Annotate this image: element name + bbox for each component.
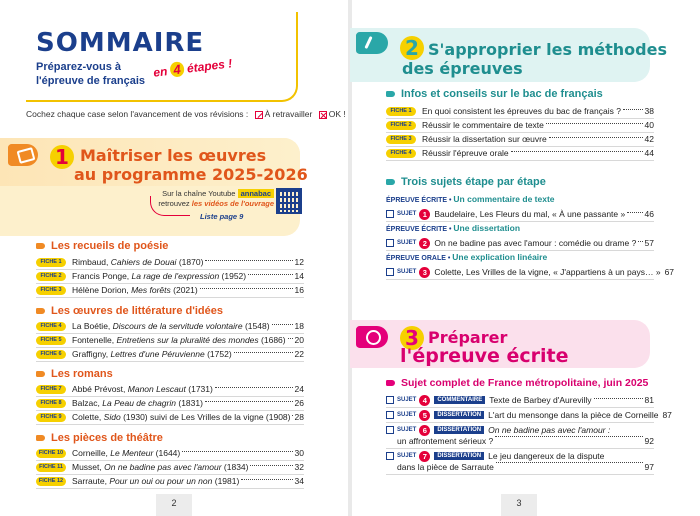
- toc-entry: Musset, On ne badine pas avec l'amour (1834): [72, 462, 249, 472]
- toc-entry: Colette, Sido (1930) suivi de Les Vrilles de la vigne (1908): [72, 412, 291, 422]
- leader-dots: [250, 465, 292, 466]
- fiche-badge: FICHE 7: [36, 385, 66, 394]
- type-tag: DISSERTATION: [434, 411, 484, 419]
- row-divider: [36, 488, 304, 489]
- toc-row[interactable]: [36, 461, 304, 473]
- page-number-right: 3: [501, 494, 537, 516]
- page-ref: 42: [644, 134, 654, 144]
- toc-entry: L'art du mensonge dans la pièce de Corneille: [488, 410, 659, 420]
- page-ref: 26: [294, 398, 304, 408]
- sujet-complet-row[interactable]: [386, 450, 654, 462]
- progress-checkbox[interactable]: [386, 210, 394, 218]
- progress-checkbox[interactable]: [386, 426, 394, 434]
- page-ref: 87: [662, 410, 672, 420]
- toc-entry-line2: un affrontement sérieux ? 92: [397, 436, 654, 446]
- toc-entry: Réussir le commentaire de texte: [422, 120, 544, 130]
- toc-entry: Texte de Barbey d'Aurevilly: [489, 395, 592, 405]
- toc-row[interactable]: [36, 411, 304, 423]
- leader-dots: [496, 462, 643, 463]
- page-ref: 92: [644, 436, 654, 446]
- page-ref: 57: [644, 238, 654, 248]
- page-ref: 14: [294, 271, 304, 281]
- toc-entry-line2: dans la pièce de Sarraute 97: [397, 462, 654, 472]
- type-tag: DISSERTATION: [434, 452, 484, 460]
- toc-row[interactable]: [36, 383, 304, 395]
- section2-title: S'approprier les méthodes des épreuves: [402, 40, 667, 78]
- sujet-row[interactable]: [386, 266, 675, 278]
- leader-dots: [241, 479, 292, 480]
- leader-dots: [248, 274, 292, 275]
- page-title: SOMMAIRE: [36, 28, 205, 58]
- row-divider: [36, 297, 304, 298]
- sujet-complet-row[interactable]: [386, 409, 672, 421]
- leader-dots: [594, 398, 643, 399]
- fiche-badge: FICHE 5: [36, 336, 66, 345]
- infos-row[interactable]: [386, 119, 654, 131]
- page-ref: 22: [294, 349, 304, 359]
- progress-checkbox[interactable]: [386, 239, 394, 247]
- fiche-badge: FICHE 11: [36, 463, 66, 472]
- sujet-label: SUJET: [397, 412, 417, 418]
- toc-row[interactable]: [36, 270, 304, 282]
- row-divider: [36, 361, 304, 362]
- toc-row[interactable]: [36, 320, 304, 332]
- toc-entry: Le jeu dangereux de la dispute: [488, 451, 605, 461]
- sujet-number: 1: [419, 209, 430, 220]
- fiche-badge: FICHE 12: [36, 477, 66, 486]
- etapes-badge: en 4 étapes !: [152, 56, 233, 80]
- epreuve-label: ÉPREUVE ÉCRITE • Un commentaire de texte: [386, 194, 555, 204]
- toc-entry: Rimbaud, Cahiers de Douai (1870): [72, 257, 204, 267]
- stopwatch-icon: [356, 326, 388, 348]
- infos-heading: Infos et conseils sur le bac de français: [386, 88, 603, 100]
- toc-entry: Abbé Prévost, Manon Lescaut (1731): [72, 384, 213, 394]
- fiche-badge: FICHE 2: [36, 272, 66, 281]
- section2-number: 2: [400, 36, 424, 60]
- ok-checkbox-icon: [319, 111, 327, 119]
- toc-row[interactable]: [36, 447, 304, 459]
- leader-dots: [549, 137, 643, 138]
- toc-entry: Réussir la dissertation sur œuvre: [422, 134, 547, 144]
- row-divider: [386, 160, 654, 161]
- retravailler-checkbox-icon: [255, 111, 263, 119]
- annabac-badge[interactable]: annabac: [238, 189, 274, 198]
- toc-row[interactable]: [36, 256, 304, 268]
- type-tag: COMMENTAIRE: [434, 396, 485, 404]
- category-idees: Les œuvres de littérature d'idées: [36, 305, 223, 317]
- intro-text: Préparez-vous à l'épreuve de français: [36, 61, 146, 87]
- page-ref: 32: [294, 462, 304, 472]
- progress-checkbox[interactable]: [386, 411, 394, 419]
- leader-dots: [627, 212, 642, 213]
- page-ref: 34: [294, 476, 304, 486]
- sujet-label: SUJET: [397, 453, 417, 459]
- page-ref: 30: [294, 448, 304, 458]
- toc-entry: On ne badine pas avec l'amour : comédie ou drame ?: [434, 238, 637, 248]
- sujet-label: SUJET: [397, 211, 417, 217]
- fiche-badge: FICHE 9: [36, 413, 66, 422]
- sujet-row[interactable]: [386, 237, 654, 249]
- category-romans: Les romans: [36, 368, 113, 380]
- fiche-badge: FICHE 4: [36, 322, 66, 331]
- leader-dots: [288, 338, 293, 339]
- row-divider: [386, 422, 654, 423]
- toc-entry: Balzac, La Peau de chagrin (1831): [72, 398, 203, 408]
- page-number-left: 2: [156, 494, 192, 516]
- infos-row[interactable]: [386, 105, 654, 117]
- toc-entry: On ne badine pas avec l'amour :: [488, 425, 611, 435]
- toc-row[interactable]: [36, 334, 304, 346]
- page-ref: 20: [294, 335, 304, 345]
- qr-code-icon[interactable]: [276, 188, 302, 214]
- toc-entry: Fontenelle, Entretiens sur la pluralité des mondes (1686): [72, 335, 286, 345]
- toc-entry: La Boétie, Discours de la servitude volontaire (1548): [72, 321, 270, 331]
- progress-checkbox[interactable]: [386, 452, 394, 460]
- epreuve-label: ÉPREUVE ORALE • Une explication linéaire: [386, 252, 548, 262]
- fiche-badge: FICHE 1: [386, 107, 416, 116]
- page-ref: 38: [644, 106, 654, 116]
- leader-dots: [215, 387, 293, 388]
- infos-row[interactable]: [386, 147, 654, 159]
- leader-dots: [638, 241, 642, 242]
- epreuve-label: ÉPREUVE ÉCRITE • Une dissertation: [386, 223, 521, 233]
- category-poesie: Les recueils de poésie: [36, 240, 168, 252]
- section1-title: Maîtriser les œuvres au programme 2025-2026: [74, 146, 308, 184]
- sujet-label: SUJET: [397, 397, 417, 403]
- leader-dots: [272, 324, 293, 325]
- fiche-badge: FICHE 3: [36, 286, 66, 295]
- infos-row[interactable]: [386, 133, 654, 145]
- sujet-label: SUJET: [397, 427, 417, 433]
- section1-number: 1: [50, 145, 74, 169]
- sujet-complet-row[interactable]: [386, 424, 654, 436]
- leader-dots: [623, 109, 643, 110]
- check-legend: Cochez chaque case selon l'avancement de vos révisions : À retravailler OK !: [26, 109, 346, 119]
- toc-row[interactable]: [36, 475, 304, 487]
- trois-sujets-heading: Trois sujets étape par étape: [386, 176, 546, 188]
- toc-row[interactable]: [36, 397, 304, 409]
- page-ref: 46: [644, 209, 654, 219]
- sujet-complet-row[interactable]: [386, 394, 654, 406]
- sujet-number: 2: [419, 238, 430, 249]
- page-ref: 12: [294, 257, 304, 267]
- fiche-badge: FICHE 6: [36, 350, 66, 359]
- toc-entry: Corneille, Le Menteur (1644): [72, 448, 181, 458]
- hand-book-icon: [8, 144, 38, 166]
- type-tag: DISSERTATION: [434, 426, 484, 434]
- page-ref: 16: [294, 285, 304, 295]
- leader-dots: [205, 401, 293, 402]
- toc-entry: En quoi consistent les épreuves du bac de français ?: [422, 106, 621, 116]
- runner-icon: [356, 32, 388, 54]
- progress-checkbox[interactable]: [386, 396, 394, 404]
- page-ref: 18: [294, 321, 304, 331]
- row-divider: [386, 221, 654, 222]
- row-divider: [386, 279, 654, 280]
- videos-link[interactable]: les vidéos de l'ouvrage: [191, 199, 274, 208]
- toc-entry: Sarraute, Pour un oui ou pour un non (1981): [72, 476, 240, 486]
- toc-entry: Colette, Les Vrilles de la vigne, « J'appartiens à un pays… »: [434, 267, 661, 277]
- fiche-badge: FICHE 3: [386, 135, 416, 144]
- page-ref: 44: [644, 148, 654, 158]
- toc-row[interactable]: [36, 348, 304, 360]
- sujet-number: 3: [419, 267, 430, 278]
- toc-entry: Baudelaire, Les Fleurs du mal, « À une passante »: [434, 209, 626, 219]
- sujet-label: SUJET: [397, 240, 417, 246]
- section3-number: 3: [400, 326, 424, 350]
- toc-entry: Francis Ponge, La rage de l'expression (1952): [72, 271, 247, 281]
- sujet-complet-heading: Sujet complet de France métropolitaine, juin 2025: [386, 377, 648, 389]
- sujet-number: 5: [419, 410, 430, 421]
- fiche-badge: FICHE 10: [36, 449, 66, 458]
- leader-dots: [546, 123, 643, 124]
- row-divider: [386, 407, 654, 408]
- leader-dots: [182, 451, 292, 452]
- liste-page-link[interactable]: Liste page 9: [200, 212, 244, 221]
- row-divider: [386, 250, 654, 251]
- fiche-badge: FICHE 2: [386, 121, 416, 130]
- sujet-number: 4: [419, 395, 430, 406]
- toc-entry: Réussir l'épreuve orale: [422, 148, 509, 158]
- progress-checkbox[interactable]: [386, 268, 394, 276]
- toc-entry: Graffigny, Lettres d'une Péruvienne (1752): [72, 349, 232, 359]
- row-divider: [386, 474, 654, 475]
- page-ref: 67: [664, 267, 675, 277]
- fiche-badge: FICHE 8: [36, 399, 66, 408]
- leader-dots: [200, 288, 293, 289]
- sujet-label: SUJET: [397, 269, 417, 275]
- youtube-promo: Sur la chaîne Youtube annabac retrouvez les vidéos de l'ouvrage: [158, 189, 274, 208]
- leader-dots: [495, 436, 642, 437]
- fiche-badge: FICHE 4: [386, 149, 416, 158]
- toc-row[interactable]: [36, 284, 304, 296]
- page-ref: 28: [294, 412, 304, 422]
- category-theatre: Les pièces de théâtre: [36, 432, 163, 444]
- page-ref: 24: [294, 384, 304, 394]
- toc-entry: Hélène Dorion, Mes forêts (2021): [72, 285, 198, 295]
- sujet-number: 7: [419, 451, 430, 462]
- page-ref: 40: [644, 120, 654, 130]
- leader-dots: [205, 260, 292, 261]
- page-ref: 97: [644, 462, 654, 472]
- leader-dots: [234, 352, 293, 353]
- section3-title: Préparer l'épreuve écrite: [400, 328, 569, 367]
- row-divider: [386, 448, 654, 449]
- leader-dots: [511, 151, 643, 152]
- sujet-row[interactable]: [386, 208, 654, 220]
- fiche-badge: FICHE 1: [36, 258, 66, 267]
- sujet-number: 6: [419, 425, 430, 436]
- page-ref: 81: [644, 395, 654, 405]
- row-divider: [36, 424, 304, 425]
